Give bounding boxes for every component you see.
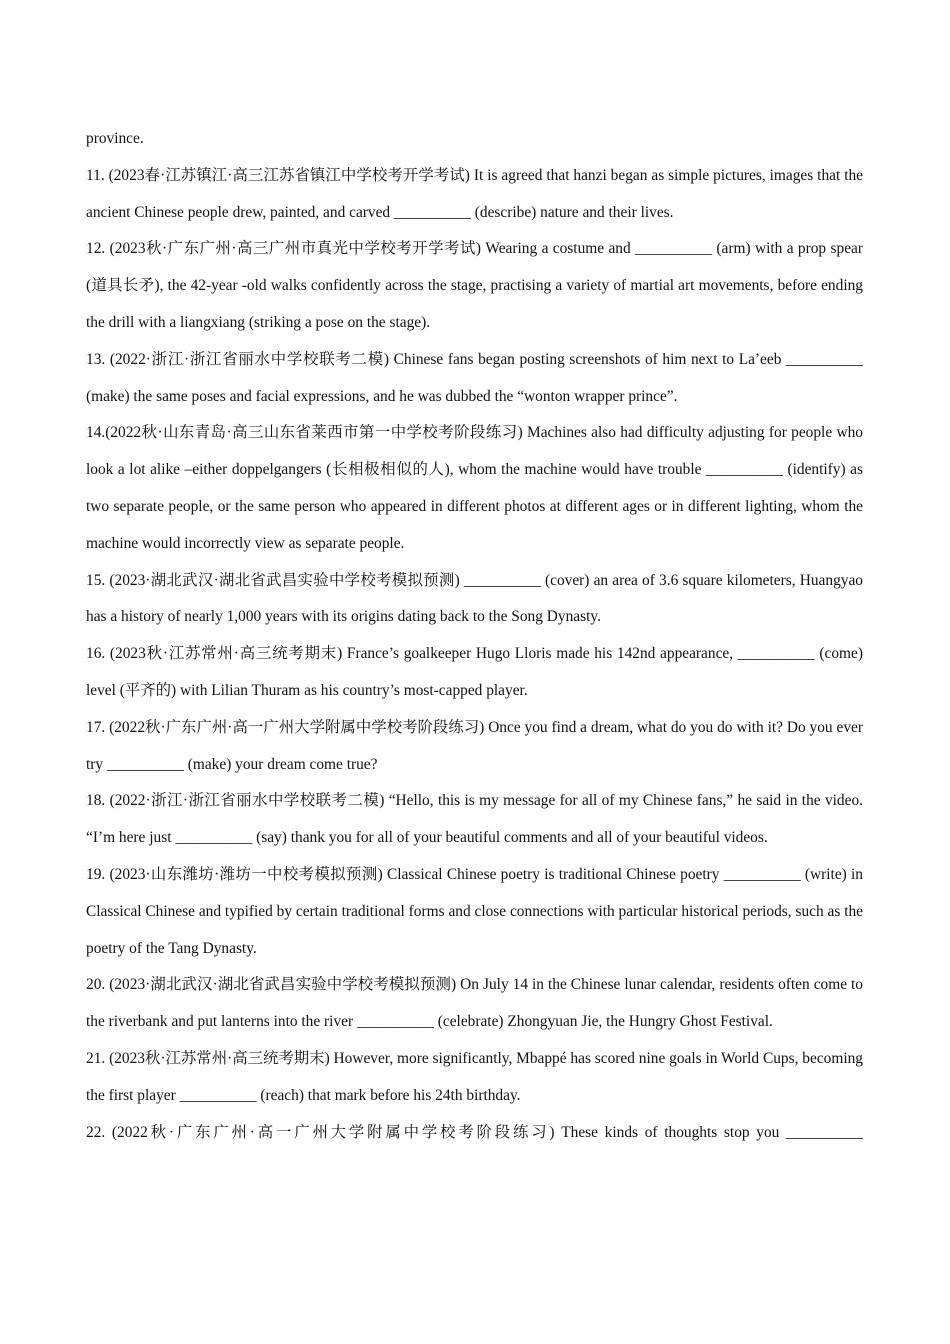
question-12: 12. (2023秋·广东广州·高三广州市真光中学校考开学考试) Wearing a costume and __________ (arm) with a prop spear (道具长矛), the 42-year -old walks confidently across the stage, practising a variety of martial art movements, before ending the drill with a liangxiang (striking a pose on the stage).: [86, 240, 863, 331]
question-16: 16. (2023秋·江苏常州·高三统考期末) France’s goalkeeper Hugo Lloris made his 142nd appearance, __________ (come) level (平齐的) with Lilian Thuram as his country’s most-capped player.: [86, 645, 863, 699]
question-21: 21. (2023秋·江苏常州·高三统考期末) However, more significantly, Mbappé has scored nine goals in World Cups, becoming the first player __________ (reach) that mark before his 24th birthday.: [86, 1049, 863, 1104]
question-11: 11. (2023春·江苏镇江·高三江苏省镇江中学校考开学考试) It is agreed that hanzi began as simple pictures, images that the ancient Chinese people drew, painted, and carved __________ (describe) nature and their lives.: [86, 166, 863, 221]
question-18: 18. (2022·浙江·浙江省丽水中学校联考二模) “Hello, this is my message for all of my Chinese fans,” he said in the video. “I’m here just __________ (say) thank you for all of your beautiful comments and all of your beautiful videos.: [86, 792, 863, 847]
question-20: 20. (2023·湖北武汉·湖北省武昌实验中学校考模拟预测) On July 14 in the Chinese lunar calendar, residents often come to the riverbank and put lanterns into the river __________ (celebrate) Zhongyuan Jie, the Hungry Ghost Festival.: [86, 976, 863, 1031]
question-22: 22. (2022秋·广东广州·高一广州大学附属中学校考阶段练习) These kinds of thoughts stop you __________: [86, 1123, 863, 1141]
question-15: 15. (2023·湖北武汉·湖北省武昌实验中学校考模拟预测) __________ (cover) an area of 3.6 square kilometers, Huangyao has a history of nearly 1,000 years with its origins dating back to the Song Dynasty.: [86, 571, 863, 626]
question-14: 14.(2022秋·山东青岛·高三山东省莱西市第一中学校考阶段练习) Machines also had difficulty adjusting for people who look a lot alike –either doppelgangers (长相极相似的人), whom the machine would have trouble __________ (identify) as two separate people, or the same person who appeared in different photos at different ages or in different lighting, whom the machine would incorrectly view as separate people.: [86, 424, 863, 552]
document-page: [86, 121, 863, 1151]
question-13: 13. (2022·浙江·浙江省丽水中学校联考二模) Chinese fans began posting screenshots of him next to La’eeb __________ (make) the same poses and facial expressions, and he was dubbed the “wonton wrapper prince”.: [86, 350, 863, 405]
question-19: 19. (2023·山东潍坊·潍坊一中校考模拟预测) Classical Chinese poetry is traditional Chinese poetry __________ (write) in Classical Chinese and typified by certain traditional forms and close connections with particular historical periods, such as the poetry of the Tang Dynasty.: [86, 865, 864, 957]
paragraph-province: province.: [86, 130, 144, 147]
question-17: 17. (2022秋·广东广州·高一广州大学附属中学校考阶段练习) Once you find a dream, what do you do with it? Do you ever try __________ (make) your dream come true?: [86, 718, 863, 773]
